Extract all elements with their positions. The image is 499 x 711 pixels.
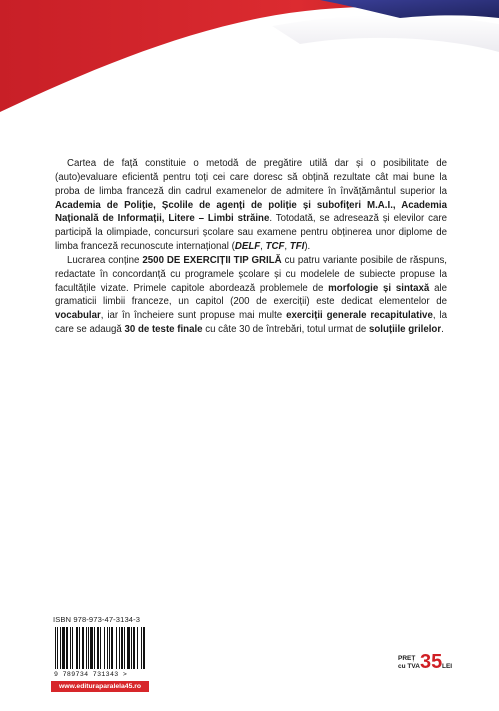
text-run: ,	[284, 241, 290, 253]
price-value: 35	[420, 651, 443, 673]
isbn-barcode	[51, 626, 149, 680]
diploma-delf: DELF	[234, 241, 261, 253]
vocabulary-bold: vocabular	[55, 310, 101, 322]
text-run: ale gramaticii limbii franceze, un capitol (200 de exerciții) este dedicat elementelor de	[55, 282, 447, 308]
tricolor-wave-band	[0, 0, 499, 140]
price-currency: LEI	[442, 663, 453, 670]
isbn-text: ISBN 978-973-47-3134-3	[53, 615, 141, 624]
description-paragraph-2	[55, 254, 447, 337]
price-label: PREȚ	[398, 655, 416, 662]
text-run: .	[441, 324, 444, 336]
text-run: cu patru variante posibile de răspuns, redactate în concordanță cu programele școlare și cu modelele de subiecte propuse la facultățile vizate. Primele capitole abordează problemele de	[55, 254, 447, 294]
general-exercises-bold: exerciții generale recapitulative	[286, 310, 433, 322]
barcode-bars	[51, 626, 149, 672]
text-run: Lucrarea conține	[67, 254, 143, 266]
final-tests-bold: 30 de teste finale	[124, 324, 203, 336]
diploma-tcf: TCF	[265, 241, 285, 253]
text-run: ,	[260, 241, 266, 253]
text-run: cu câte 30 de întrebări, totul urmat de	[202, 324, 369, 336]
diploma-tfi: TFI	[289, 241, 305, 253]
exercise-count-bold: 2500 DE EXERCIȚII TIP GRILĂ	[142, 254, 282, 266]
text-run: ).	[304, 241, 311, 253]
description-paragraph-1	[55, 157, 447, 254]
morphology-bold: morfologie și sintaxă	[328, 282, 430, 294]
text-run: , la care se adaugă	[55, 310, 447, 336]
back-cover-description	[55, 157, 447, 337]
blue-wave	[320, 0, 499, 18]
vat-label: cu TVA	[398, 663, 420, 670]
text-run: , iar în încheiere sunt propuse mai multe	[100, 310, 287, 322]
white-wave	[272, 15, 499, 52]
text-run: Cartea de față constituie o metodă de pregătire utilă dar și o posibilitate de (auto)evaluare eficientă pentru toți cei care doresc să obțină rezultate cât mai bune la proba de limba franceză din cadrul examenelor de admitere în învățământul superior la	[55, 158, 447, 197]
institutions-bold: Academia de Poliție, Școlile de agenți de poliție și subofițeri M.A.I., Academia Națională de Informații, Litere – Limbi străine	[55, 199, 447, 225]
solutions-bold: soluțiile grilelor	[368, 324, 442, 336]
barcode-digits: 9 789734 731343 >	[54, 671, 128, 678]
text-run: . Totodată, se adresează și elevilor care participă la olimpiade, concursuri școlare sau examene pentru obținerea unor diplome de limba franceză recunoscute internațional (	[55, 213, 447, 253]
price-tag	[396, 651, 456, 677]
publisher-website[interactable]: www.edituraparalela45.ro	[51, 681, 149, 692]
